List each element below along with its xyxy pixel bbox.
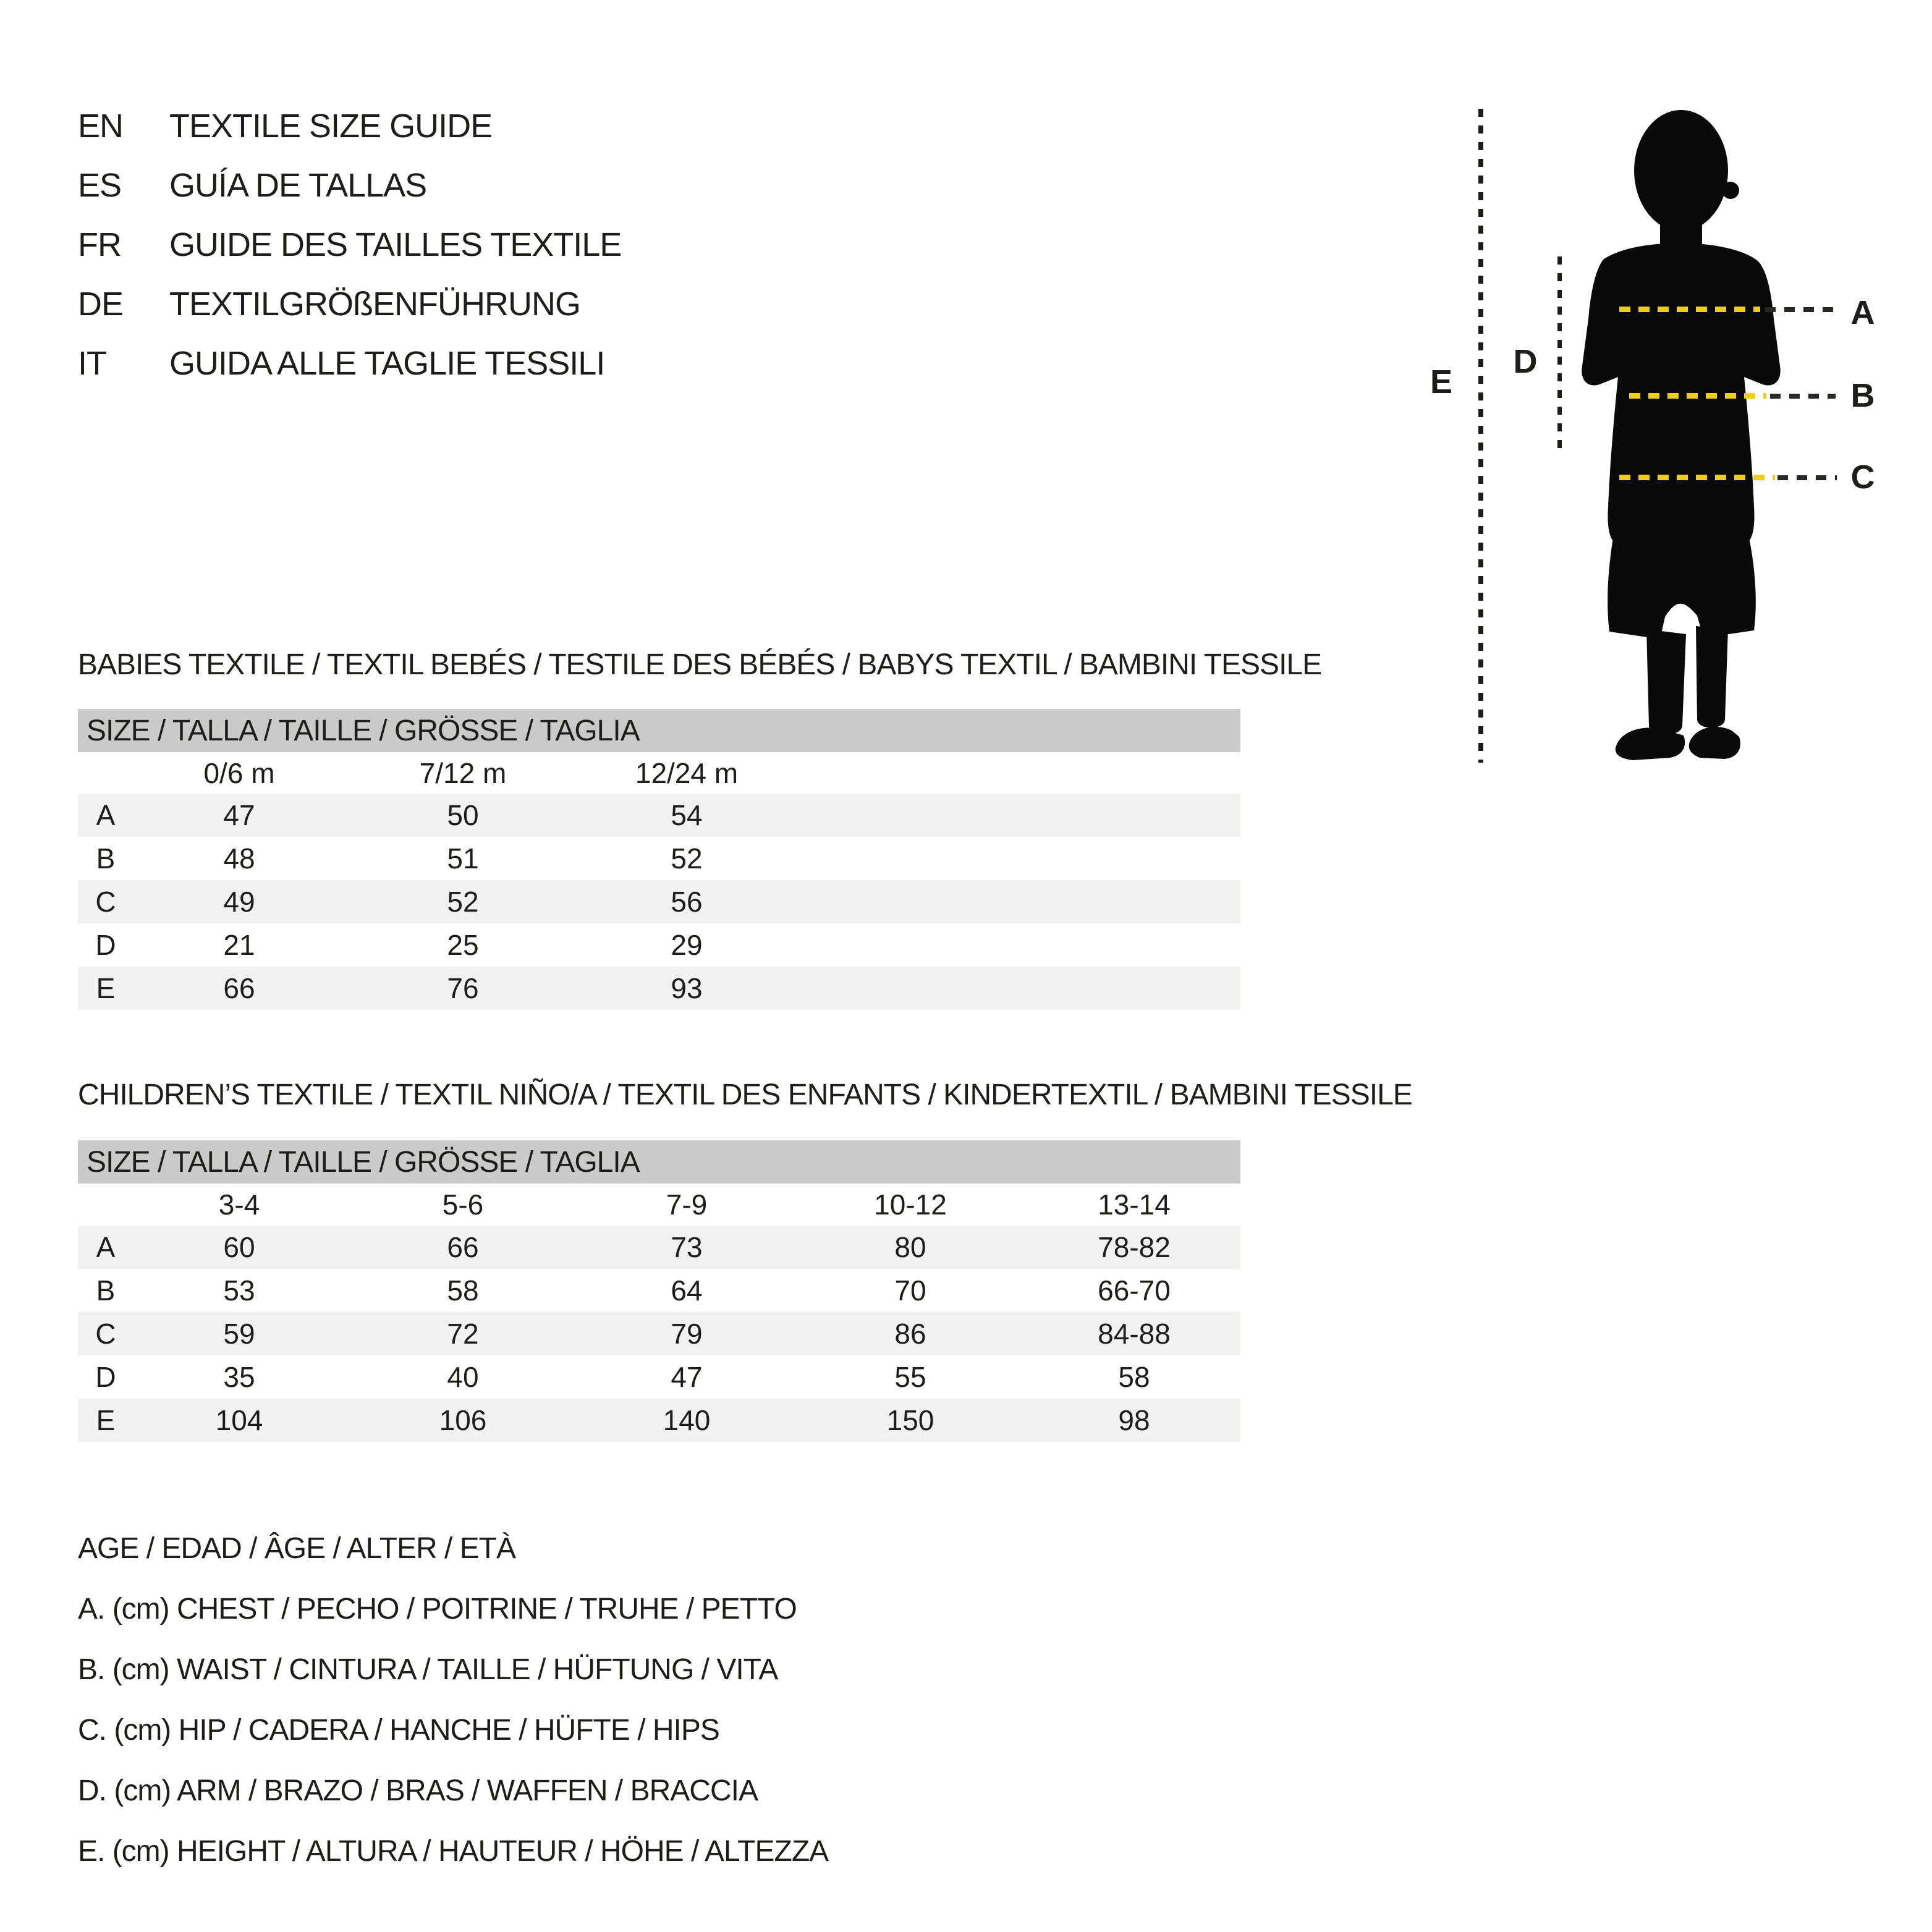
table-cell: 35 [223,1361,255,1393]
row-label: E [96,1404,116,1436]
table-cell: 106 [439,1404,487,1436]
hip-measure-line-black [1777,475,1837,480]
table-cell: 50 [447,799,479,831]
chest-measure-line-black [1765,307,1833,312]
children-section-heading: CHILDREN’S TEXTILE / TEXTIL NIÑO/A / TEXTIL DES ENFANTS / KINDERTEXTIL / BAMBINI TESSILE [78,1078,1412,1111]
lang-code-es: ES [78,167,122,204]
table-cell: 104 [215,1404,263,1436]
row-label: B [96,842,116,875]
silhouette-left-leg [1646,629,1686,735]
table-cell: 47 [671,1361,703,1393]
babies-table-header-row [78,752,1240,794]
legend-hip: C. (cm) HIP / CADERA / HANCHE / HÜFTE / HIPS [78,1714,719,1747]
height-measure-line-e [1478,109,1483,763]
table-cell: 29 [671,929,703,961]
lang-code-it: IT [78,345,106,382]
silhouette-head [1634,110,1728,231]
children-row-c [78,1312,1240,1355]
babies-col-header-0-6m: 0/6 m [203,756,275,789]
table-cell: 80 [894,1231,926,1263]
table-cell: 52 [447,886,479,918]
title-row-es [78,156,621,215]
table-cell: 49 [223,886,255,918]
waist-measure-line-yellow [1629,393,1766,399]
page-title-es: GUÍA DE TALLAS [169,167,427,204]
children-row-b [78,1269,1240,1312]
legend-age: AGE / EDAD / ÂGE / ALTER / ETÀ [78,1532,515,1565]
table-cell: 79 [671,1318,703,1350]
lang-code-en: EN [78,108,124,145]
row-label: A [96,799,116,831]
table-cell: 60 [223,1231,255,1263]
children-col-header-7-9: 7-9 [666,1188,708,1221]
waist-measure-line-black [1770,394,1836,399]
row-label: E [96,972,116,1004]
chest-measure-line-yellow [1619,307,1760,312]
table-cell: 70 [894,1274,926,1307]
legend-chest: A. (cm) CHEST / PECHO / POITRINE / TRUHE / PETTO [78,1593,797,1625]
table-cell: 51 [447,842,479,875]
row-label: C [95,886,116,918]
arm-measure-line-d [1557,256,1562,455]
hip-measure-line-yellow [1619,475,1775,480]
table-cell: 54 [671,799,703,831]
silhouette-right-leg [1696,626,1728,728]
babies-row-e [78,967,1240,1010]
babies-row-a [78,794,1240,837]
table-cell: 52 [671,842,703,875]
table-cell: 56 [671,886,703,918]
table-cell: 58 [447,1274,479,1307]
row-label: D [95,929,116,961]
row-label: A [96,1231,116,1263]
babies-col-header-7-12m: 7/12 m [419,756,507,789]
lang-code-de: DE [78,286,124,323]
measurement-legend [78,1519,828,1882]
silhouette-shirt [1582,243,1780,540]
row-label: D [95,1361,116,1393]
silhouette-ear [1722,182,1739,199]
title-row-en [78,96,621,156]
legend-waist: B. (cm) WAIST / CINTURA / TAILLE / HÜFTUNG / VITA [78,1653,778,1686]
babies-col-header-12-24m: 12/24 m [635,756,739,789]
children-row-a [78,1226,1240,1269]
page-title-it: GUIDA ALLE TAGLIE TESSILI [169,345,605,382]
children-col-header-3-4: 3-4 [218,1188,260,1221]
lang-code-fr: FR [78,226,121,263]
table-cell: 66-70 [1098,1274,1171,1307]
silhouette-right-shoe [1689,727,1740,759]
table-cell: 53 [223,1274,255,1307]
table-cell: 66 [223,972,255,1004]
table-cell: 48 [223,842,255,875]
row-label: C [95,1318,116,1350]
title-block [78,96,621,393]
babies-row-c [78,880,1240,923]
children-col-header-10-12: 10-12 [874,1188,947,1221]
page-title-en: TEXTILE SIZE GUIDE [169,108,493,145]
table-cell: 93 [671,972,703,1004]
babies-size-bar: SIZE / TALLA / TAILLE / GRÖSSE / TAGLIA [78,709,1240,752]
child-silhouette [1575,104,1790,768]
table-cell: 58 [1118,1361,1150,1393]
row-label: B [96,1274,116,1307]
table-cell: 98 [1118,1404,1150,1436]
table-cell: 140 [663,1404,711,1436]
legend-arm: D. (cm) ARM / BRAZO / BRAS / WAFFEN / BRACCIA [78,1774,758,1807]
silhouette-shorts [1608,538,1756,639]
page-title-de: TEXTILGRÖßENFÜHRUNG [169,286,581,323]
figure-label-d: D [1513,343,1538,380]
children-row-e [78,1399,1240,1442]
table-cell: 21 [223,929,255,961]
children-row-d [78,1355,1240,1399]
table-cell: 66 [447,1231,479,1263]
table-cell: 73 [671,1231,703,1263]
babies-row-d [78,923,1240,967]
table-cell: 78-82 [1098,1231,1171,1263]
children-col-header-13-14: 13-14 [1098,1188,1171,1221]
table-cell: 25 [447,929,479,961]
children-size-bar: SIZE / TALLA / TAILLE / GRÖSSE / TAGLIA [78,1140,1240,1184]
figure-label-a: A [1850,294,1875,331]
title-row-it [78,334,621,393]
table-cell: 84-88 [1098,1318,1171,1350]
table-cell: 76 [447,972,479,1004]
babies-row-b [78,837,1240,880]
children-table-header-row [78,1184,1240,1226]
legend-height: E. (cm) HEIGHT / ALTURA / HAUTEUR / HÖHE / ALTEZZA [78,1835,829,1868]
table-cell: 40 [447,1361,479,1393]
title-row-fr [78,215,621,274]
table-cell: 55 [894,1361,926,1393]
figure-label-c: C [1850,459,1875,496]
table-cell: 150 [886,1404,934,1436]
page-title-fr: GUIDE DES TAILLES TEXTILE [169,226,622,263]
table-cell: 72 [447,1318,479,1350]
babies-section-heading: BABIES TEXTILE / TEXTIL BEBÉS / TESTILE DES BÉBÉS / BABYS TEXTIL / BAMBINI TESSILE [78,648,1322,681]
figure-label-e: E [1430,363,1453,400]
children-col-header-5-6: 5-6 [442,1188,484,1221]
table-cell: 59 [223,1318,255,1350]
figure-label-b: B [1850,377,1875,414]
table-cell: 64 [671,1274,703,1307]
table-cell: 47 [223,799,255,831]
table-cell: 86 [894,1318,926,1350]
title-row-de [78,274,621,334]
